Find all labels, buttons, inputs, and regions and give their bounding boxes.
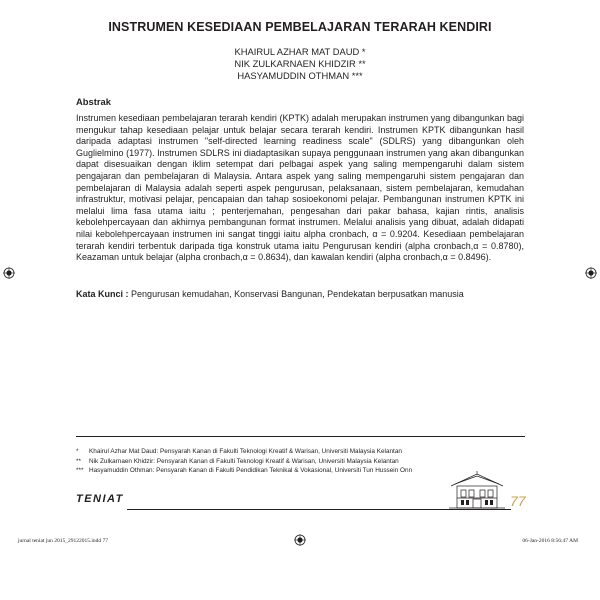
footnote-mark: ***	[76, 467, 84, 475]
heritage-building-icon	[445, 470, 509, 510]
print-slug-right: 06-Jan-2016 8:56:47 AM	[522, 538, 578, 544]
page-number: 77	[510, 493, 526, 509]
registration-mark-icon	[294, 534, 306, 546]
author-list	[0, 46, 600, 82]
abstract-heading: Abstrak	[76, 96, 111, 107]
footnote	[76, 447, 526, 457]
footnote-text: Khairul Azhar Mat Daud: Pensyarah Kanan di Fakulti Teknologi Kreatif & Warisan, Universiti Malaysia Kelantan	[89, 448, 402, 455]
footnote	[76, 457, 526, 467]
journal-logo: TENIAT	[76, 493, 124, 505]
author-name: NIK ZULKARNAEN KHIDZIR **	[234, 58, 366, 69]
footnote-mark: *	[76, 448, 79, 455]
footnote-mark: **	[76, 457, 81, 465]
paper-title: INSTRUMEN KESEDIAAN PEMBELAJARAN TERARAH KENDIRI	[108, 20, 492, 34]
footnote-text: Nik Zulkarnaen Khidzir: Pensyarah Kanan di Fakulti Teknologi Kreatif & Warisan, Universiti Malaysia Kelantan	[89, 457, 399, 465]
keywords-separator: :	[125, 289, 129, 299]
author-name: KHAIRUL AZHAR MAT DAUD *	[234, 46, 366, 57]
abstract-body: Instrumen kesediaan pembelajaran terarah kendiri (KPTK) adalah merupakan instrumen yang dibangunkan bagi mengukur tahap kesediaan pelajar untuk belajar secara terarah kendiri. Instrumen KPTK dibangunkan hasil daripada adaptasi instrumen "self-directed learning readiness scale" (SDLRS) yang dibangunkan oleh Guglielmino (1977). Instrumen SDLRS ini diadaptasikan supaya penggunaan instrumen yang akan dibangunkan dapat disesuaikan dengan iklim setempat dari pelbagai aspek yang saling mempengaruhi dalam sistem pengajaran dan pembelajaran di Malaysia. Antara aspek yang saling mempengaruhi sistem pengajaran dan pembelajaran di Malaysia adalah seperti aspek pengurusan, pelaksanaan, sistem pembelajaran, kemudahan infrastruktur, motivasi pelajar, pencapaian dan tahap sosioekonomi pelajar. Pembangunan instrumen KPTK ini melalui lima fasa utama iaitu ; penterjemahan, pengesahan dari pakar bahasa, kajian rintis, analisis kebolehpercayaan dan akhirnya pembangunan format instrumen. Melalui analisis yang dibuat, adalah didapati nilai kebolehpercayaan instrumen ini sangat tinggi iaitu alpha cronbach, α = 0.9204. Kesediaan pembelajaran terarah kendiri terbentuk daripada tiga konstruk utama iaitu Pengurusan kendiri (alpha cronbach,α = 0.8780), Keazaman untuk belajar (alpha cronbach,α = 0.8634), dan kawalan kendiri (alpha cronbach,α = 0.8496).	[76, 113, 524, 263]
footnote-text: Hasyamuddin Othman: Pensyarah Kanan di Fakulti Pendidikan Teknikal & Vokasional, Universiti Tun Hussein Onn	[89, 467, 413, 475]
keywords	[76, 289, 536, 301]
footnote-divider	[76, 436, 525, 437]
print-slug-left: jurnal teniat jun 2015_29122015.indd 77	[18, 538, 108, 544]
registration-mark-icon	[585, 267, 597, 279]
author-name: HASYAMUDDIN OTHMAN ***	[237, 70, 363, 81]
registration-mark-icon	[3, 267, 15, 279]
keywords-label: Kata Kunci	[76, 289, 124, 299]
keywords-text: Pengurusan kemudahan, Konservasi Bangunan, Pendekatan berpusatkan manusia	[131, 289, 464, 299]
